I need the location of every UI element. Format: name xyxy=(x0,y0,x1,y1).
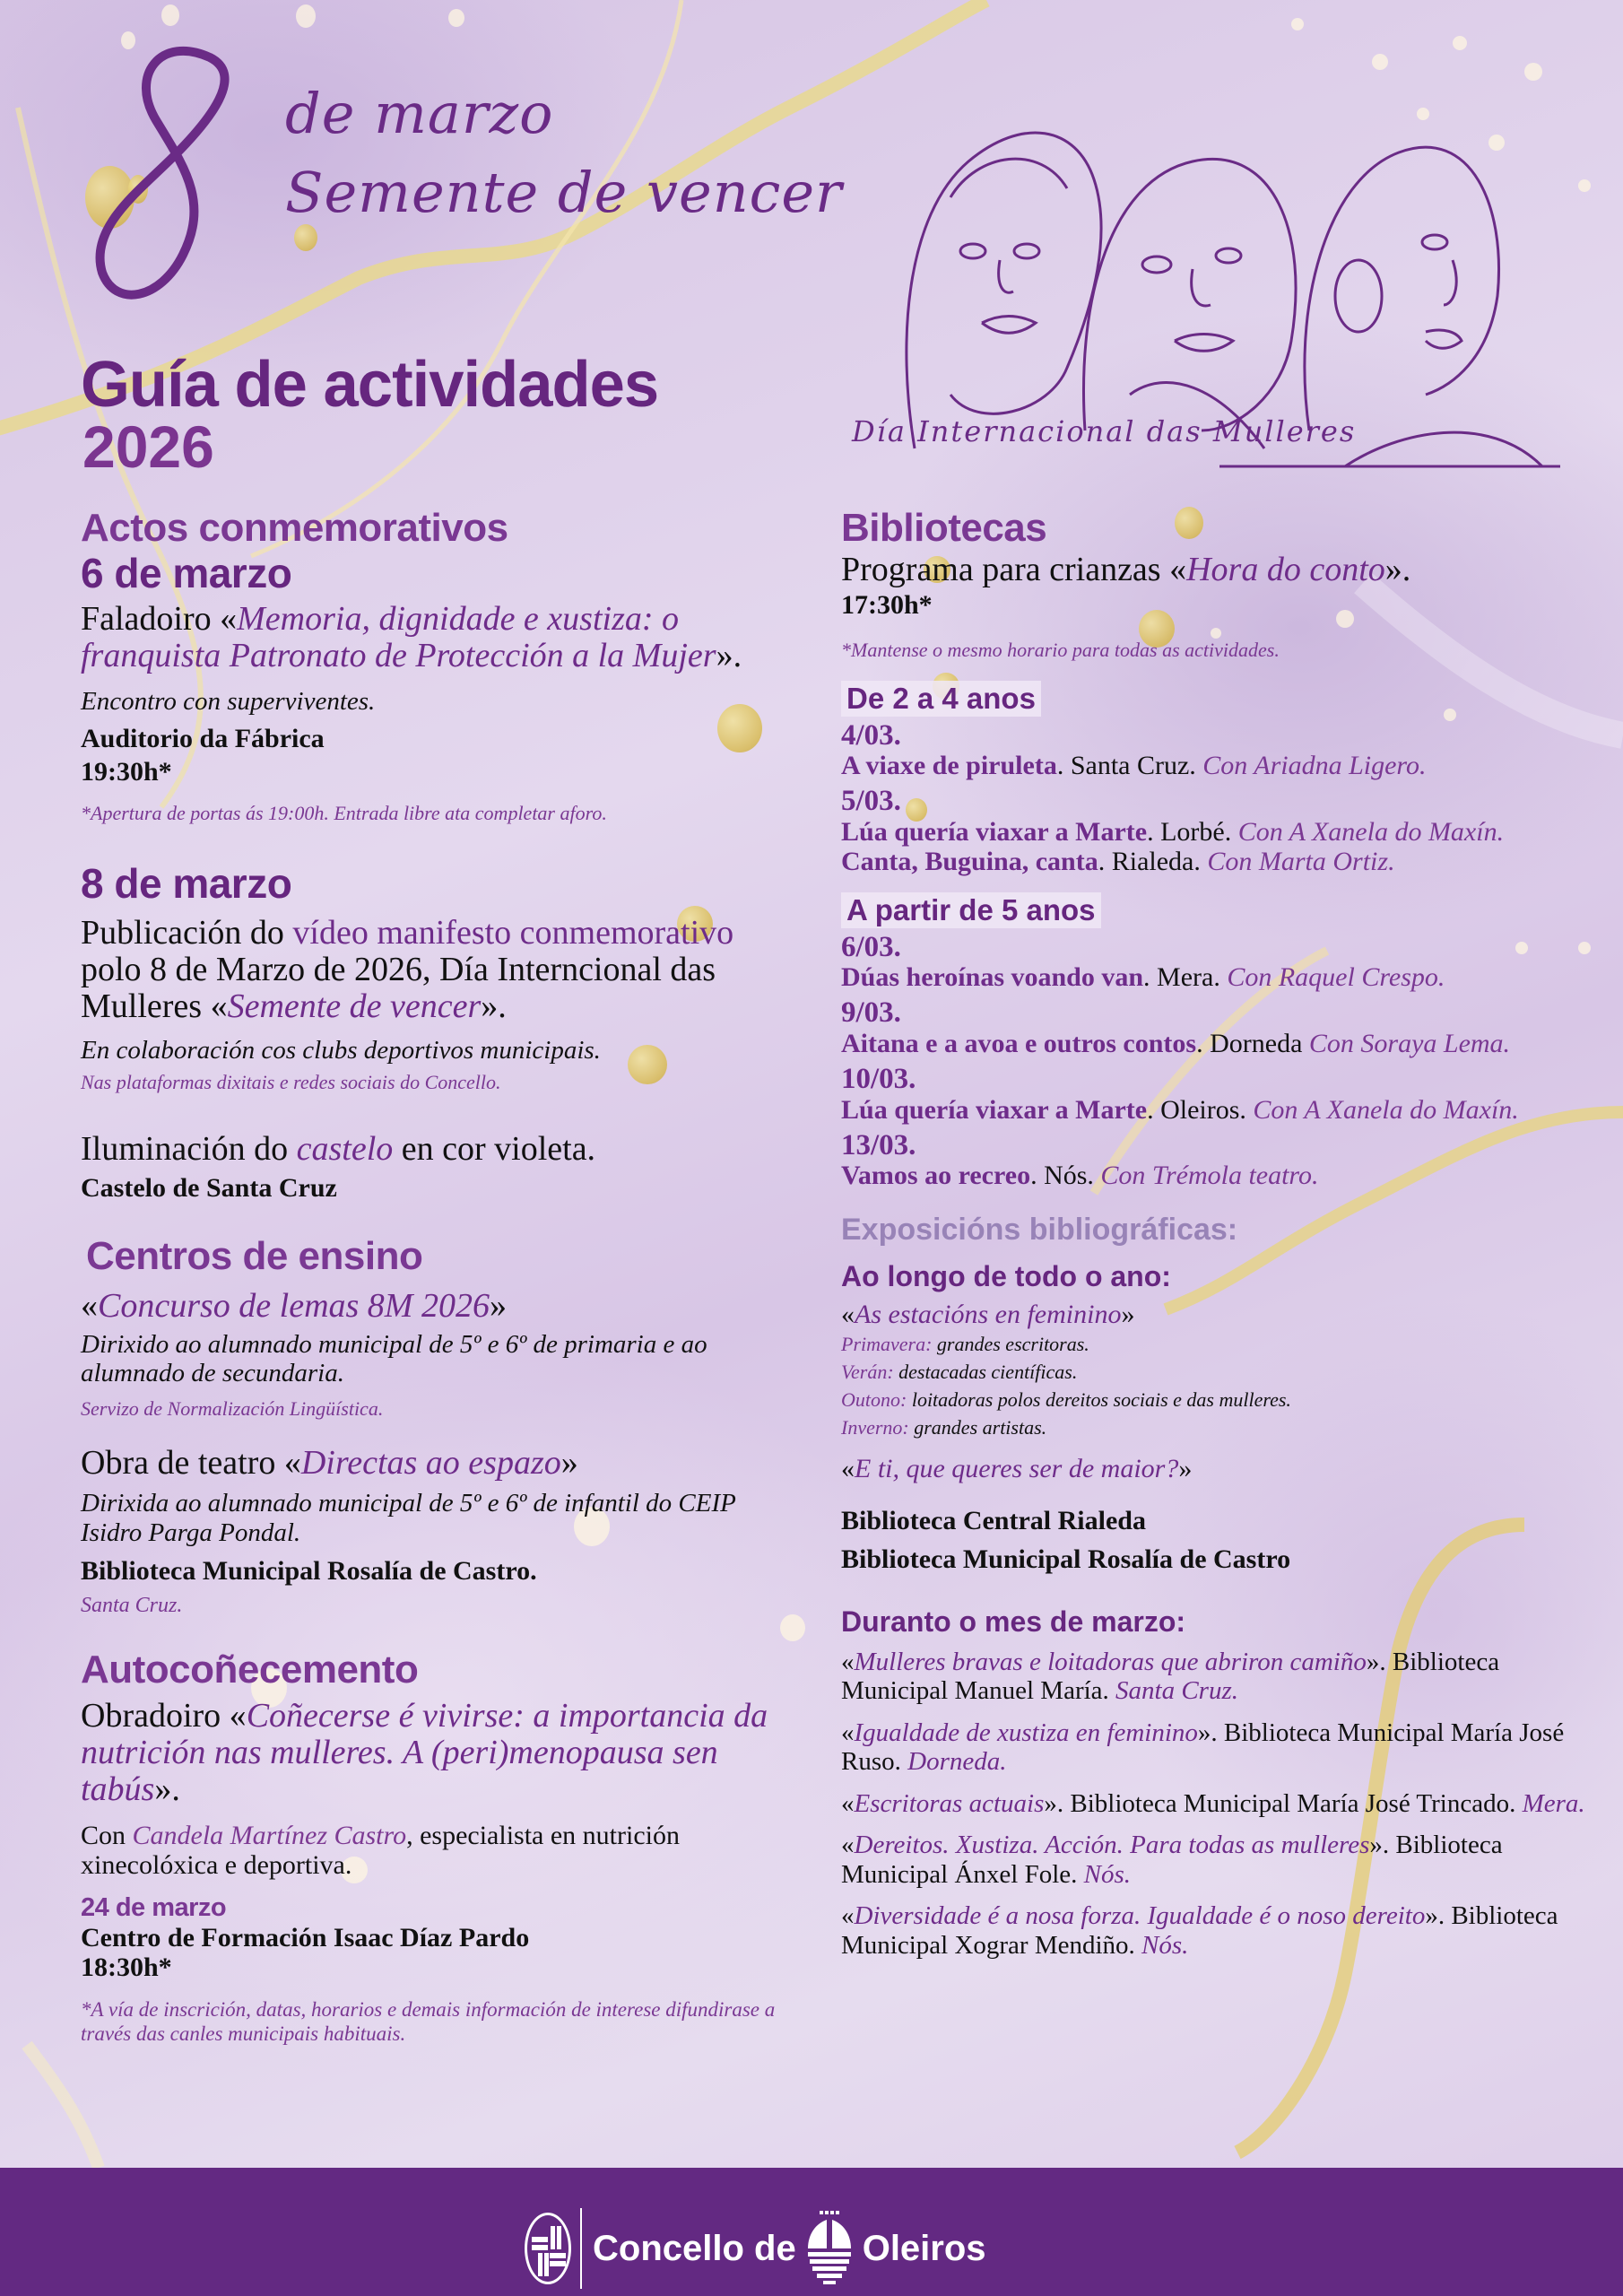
event-note: Nas plataformas dixitais e redes sociais do Concello. xyxy=(81,1070,501,1093)
activity-item: Canta, Buguina, canta. Rialeda. Con Marta Ortiz. xyxy=(841,847,1395,877)
pale-dot xyxy=(448,9,464,27)
activity-item: Lúa quería viaxar a Marte. Lorbé. Con A Xanela do Maxín. xyxy=(841,817,1505,848)
march-exhibition-item: «Dereitos. Xustiza. Acción. Para todas as mulleres». Biblioteca Municipal Ánxel Fole. Nós. xyxy=(841,1831,1503,1889)
march-exhibition-item: «Igualdade de xustiza en feminino». Biblioteca Municipal María José Ruso. Dorneda. xyxy=(841,1718,1565,1777)
header-line-1: de marzo xyxy=(285,81,554,146)
concello-oleiros-logo xyxy=(525,2208,986,2289)
event-subtitle: En colaboración cos clubs deportivos municipais. xyxy=(81,1036,601,1065)
event-subtitle: Encontro con superviventes. xyxy=(81,687,376,717)
exhibition-title: «E ti, que queres ser de maior?» xyxy=(841,1453,1193,1483)
activity-date: 4/03. xyxy=(841,718,901,752)
section-heading-exposicions: Exposicións bibliográficas: xyxy=(841,1213,1238,1248)
footer-text-concello: Concello de xyxy=(593,2228,796,2268)
illustration-caption: Día Internacional das Mulleres xyxy=(852,414,1357,448)
march-exhibition-list xyxy=(841,1648,1585,1960)
library-name: Biblioteca Central Rialeda xyxy=(841,1505,1146,1535)
section-heading-actos: Actos conmemorativos xyxy=(81,506,508,550)
march-exhibition-item: «Mulleres bravas e loitadoras que abriron camiño». Biblioteca Municipal Manuel María. Santa Cruz. xyxy=(841,1648,1500,1706)
activity-item: A viaxe de piruleta. Santa Cruz. Con Ariadna Ligero. xyxy=(841,751,1427,781)
pale-dot xyxy=(161,4,179,26)
exhibition-title: «As estacións en feminino» xyxy=(841,1300,1135,1330)
march-exhibition-item: «Diversidade é a nosa forza. Igualdade é o noso dereito». Biblioteca Municipal Xograr Mendiño. Nós. xyxy=(841,1901,1558,1960)
season-item: Primavera: grandes escritoras. xyxy=(841,1333,1089,1356)
pale-dot xyxy=(1291,18,1304,30)
season-item: Outono: loitadoras polos dereitos sociais e das mulleres. xyxy=(841,1388,1291,1412)
event-concurso-lemas: «Concurso de lemas 8M 2026» xyxy=(81,1286,507,1325)
activity-item: Vamos ao recreo. Nós. Con Trémola teatro. xyxy=(841,1161,1319,1191)
pale-dot xyxy=(1372,54,1388,70)
left-column xyxy=(81,507,798,2046)
oleiros-emblem-icon xyxy=(805,2211,854,2286)
age-group-5-plus-list xyxy=(841,932,1585,1191)
activity-date: 13/03. xyxy=(841,1128,916,1161)
page-title: Guía de actividades xyxy=(81,349,659,421)
right-column xyxy=(841,507,1585,1960)
page-year: 2026 xyxy=(82,413,214,480)
library-name: Biblioteca Municipal Rosalía de Castro xyxy=(841,1544,1291,1575)
event-place: Auditorio da Fábrica xyxy=(81,723,325,753)
activity-item: Aitana e a avoa e outros contos. Dorneda Con Soraya Lema. xyxy=(841,1028,1511,1058)
date-heading-8-marzo: 8 de marzo xyxy=(81,860,292,908)
event-video-manifesto: Publicación do vídeo manifesto conmemorativo polo 8 de Marzo de 2026, Día Interncional das Mulleres «Semente de vencer». xyxy=(81,914,734,1026)
event-note: Servizo de Normalización Lingüística. xyxy=(81,1396,384,1420)
activity-date: 5/03. xyxy=(841,785,901,818)
age-group-2-4: De 2 a 4 anos xyxy=(841,681,1041,717)
event-title: Memoria, dignidade e xustiza: o franquista Patronato de Protección a la Mujer xyxy=(81,600,716,675)
event-faladoiro: Faladoiro «Memoria, dignidade e xustiza: o franquista Patronato de Protección a la Mujer». xyxy=(81,600,742,675)
footer-bar xyxy=(0,2168,1623,2296)
program-hora-do-conto: Programa para crianzas «Hora do conto». xyxy=(841,551,1411,589)
event-subtitle: Dirixida ao alumnado municipal de 5º e 6º de infantil do CEIP Isidro Parga Pondal. xyxy=(81,1489,736,1547)
event-subtitle: Dirixido ao alumnado municipal de 5º e 6º de primaria e ao alumnado de secundaria. xyxy=(81,1329,707,1388)
event-note: Santa Cruz. xyxy=(81,1593,183,1617)
header-line-2: Semente de vencer xyxy=(285,160,843,225)
season-list xyxy=(841,1331,1585,1441)
event-obradoiro: Obradoiro «Coñecerse é vivirse: a importancia da nutrición nas mulleres. A (peri)menopausa sen tabús». xyxy=(81,1696,768,1808)
section-heading-centros: Centros de ensino xyxy=(86,1234,423,1279)
event-iluminacion: Iluminación do castelo en cor violeta. xyxy=(81,1129,596,1168)
footer-text-oleiros: Oleiros xyxy=(862,2228,986,2268)
event-time: 18:30h* xyxy=(81,1952,172,1983)
age-group-2-4-list xyxy=(841,720,1585,876)
pale-dot xyxy=(1578,179,1591,192)
section-heading-bibliotecas: Bibliotecas xyxy=(841,506,1047,550)
event-place: Biblioteca Municipal Rosalía de Castro. xyxy=(81,1556,537,1587)
event-obra-teatro: Obra de teatro «Directas ao espazo» xyxy=(81,1444,578,1483)
program-time: 17:30h* xyxy=(841,590,933,621)
event-time: 19:30h* xyxy=(81,757,172,787)
subheading-todo-o-ano: Ao longo de todo o ano: xyxy=(841,1260,1171,1293)
activity-date: 10/03. xyxy=(841,1062,916,1095)
activity-item: Dúas heroínas voando van. Mera. Con Raquel Crespo. xyxy=(841,962,1445,993)
library-list xyxy=(841,1501,1585,1579)
event-place: Centro de Formación Isaac Díaz Pardo xyxy=(81,1923,530,1953)
season-item: Inverno: grandes artistas. xyxy=(841,1415,1047,1439)
activity-date: 9/03. xyxy=(841,996,901,1030)
event-note: *A vía de inscrición, datas, horarios e demais información de interese difundirase a través das canles municipais habituais. xyxy=(81,1998,776,2045)
age-group-5-plus: A partir de 5 anos xyxy=(841,892,1101,928)
date-heading-6-marzo: 6 de marzo xyxy=(81,550,292,597)
march-exhibition-item: «Escritoras actuais». Biblioteca Municipal María José Trincado. Mera. xyxy=(841,1788,1585,1818)
season-item: Verán: destacadas científicas. xyxy=(841,1361,1078,1384)
section-heading-autoconecemento: Autocoñecemento xyxy=(81,1648,419,1692)
subheading-marzo: Duranto o mes de marzo: xyxy=(841,1605,1186,1638)
pale-dot xyxy=(1453,36,1467,50)
gold-dot xyxy=(294,224,317,251)
concello-seal-icon xyxy=(525,2213,571,2284)
activity-item: Lúa quería viaxar a Marte. Oleiros. Con A Xanela do Maxín. xyxy=(841,1094,1519,1125)
event-note: *Apertura de portas ás 19:00h. Entrada libre ata completar aforo. xyxy=(81,801,607,824)
activity-date: 6/03. xyxy=(841,930,901,963)
number-eight-graphic xyxy=(75,39,282,326)
event-place: Castelo de Santa Cruz xyxy=(81,1172,337,1203)
logo-divider xyxy=(580,2208,582,2289)
event-date: 24 de marzo xyxy=(81,1892,227,1922)
program-note: *Mantense o mesmo horario para todas as actividades. xyxy=(841,638,1280,661)
pale-dot xyxy=(296,4,316,28)
event-speaker: Con Candela Martínez Castro, especialista en nutrición xinecolóxica e deportiva. xyxy=(81,1820,680,1881)
